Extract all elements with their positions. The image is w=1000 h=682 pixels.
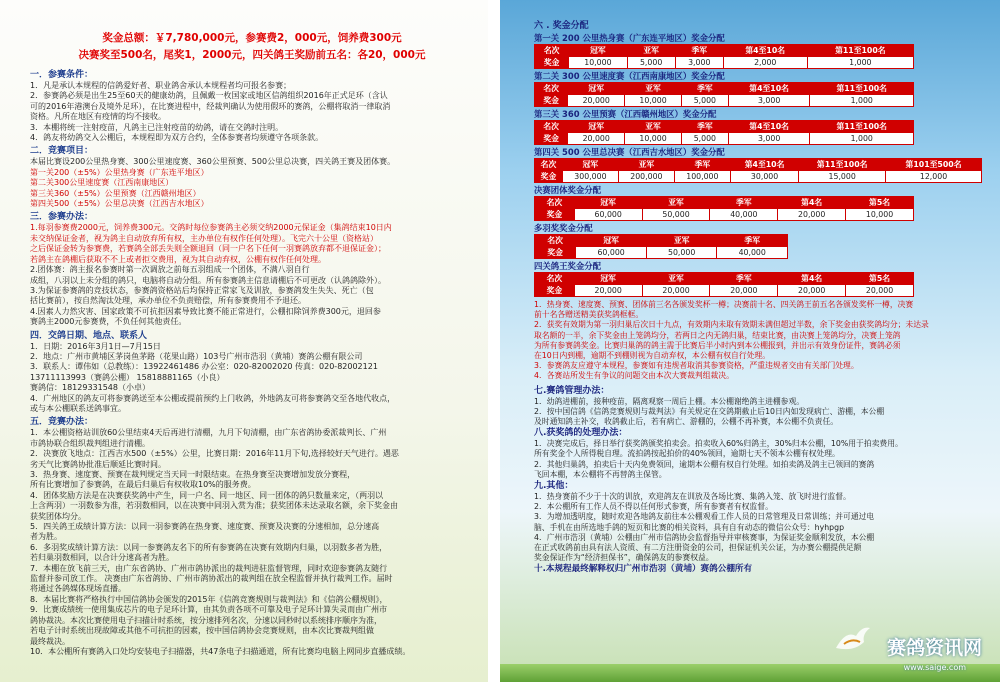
table-cell: 10,000 bbox=[625, 95, 682, 107]
prize-total-headline: 奖金总额：￥7,780,000元，参赛费2，000元，饲养费300元 bbox=[102, 32, 402, 44]
table-cell: 奖金 bbox=[535, 285, 575, 297]
text-line: 可的2016年港澳台及境外足环），在比赛进程中，经裁判确认为使用假环的赛鸽，公棚将取消一律取消 bbox=[30, 101, 391, 111]
table-6-title: 多羽奖奖金分配 bbox=[534, 223, 593, 233]
text-line: 获奖团体均分。 bbox=[30, 511, 86, 521]
left-page bbox=[0, 0, 488, 682]
text-line: 赛鸽信：18129331548（小卓） bbox=[30, 383, 150, 393]
text-line: 若电子计时系统出现故障或其他不可抗拒的因素，按中国信鸽协会竞赛规则，由本次比赛裁判组做 bbox=[30, 626, 374, 636]
text-line: 取名额的一半，余下奖金由上笼鸽均分，若两日之内无鸽归巢，结束比赛，由决赛上笼鸽均分，决赛上笼鸽 bbox=[534, 330, 901, 340]
table-cell: 12,000 bbox=[886, 171, 982, 183]
table-cell: 1,000 bbox=[810, 95, 914, 107]
text-line: 飞回本棚，本公棚将不再替鸽主保管。 bbox=[534, 469, 667, 479]
table-header-cell: 亚军 bbox=[625, 121, 682, 133]
table-header-cell: 冠军 bbox=[562, 159, 618, 171]
table-cell: 20,000 bbox=[710, 285, 778, 297]
table-header-cell: 冠军 bbox=[576, 235, 647, 247]
table-header-cell: 名次 bbox=[535, 45, 569, 57]
table-header-cell: 季军 bbox=[674, 159, 730, 171]
table-cell: 20,000 bbox=[574, 285, 642, 297]
table-header-cell: 季军 bbox=[681, 121, 728, 133]
table-header-cell: 季军 bbox=[710, 197, 778, 209]
section-8-body bbox=[534, 439, 986, 480]
table-header-cell: 季军 bbox=[710, 273, 778, 285]
text-line: 在正式收鸽前由具有法人资质、有二方注册资金的公司，担保证机关公证，为办赛公棚提供足额 bbox=[534, 543, 862, 553]
table-header-cell: 名次 bbox=[535, 197, 575, 209]
text-line: 1．决赛完成后，择日举行获奖鸽颁奖拍卖会。拍卖收入60%归鸽主，30%归本公棚，10%用于拍卖费用。 bbox=[534, 439, 903, 449]
text-line: 13711113993（赛鸽公棚） 15818881165（小良） bbox=[30, 372, 225, 382]
text-line: 将通过各鸽媒体现场直播。 bbox=[30, 584, 126, 594]
table-cell: 3,000 bbox=[728, 95, 810, 107]
prize-table-multi bbox=[534, 234, 788, 259]
text-line: 4.因素人力然灾害、国家政策不可抗拒因素导致比赛不能正常进行，公棚扣除饲养费300元，退回参 bbox=[30, 306, 381, 316]
prize-table-king bbox=[534, 272, 914, 297]
table-header-cell: 第11至100名 bbox=[810, 121, 914, 133]
prize-table-3 bbox=[534, 120, 914, 145]
table-cell: 10,000 bbox=[569, 57, 627, 69]
table-5-title: 决赛团体奖金分配 bbox=[534, 185, 601, 195]
text-line: 之后保证金转为参赛费，若赛鸽全部丢失则全额退回（同一户名下任何一羽赛鸽放弃都不退保证金）； bbox=[30, 244, 386, 254]
table-cell: 20,000 bbox=[568, 133, 625, 145]
table-header-cell: 冠军 bbox=[568, 121, 625, 133]
table-cell: 40,000 bbox=[717, 247, 788, 259]
text-line: 或与本公棚联系送鸽事宜。 bbox=[30, 403, 126, 413]
table-cell: 3,000 bbox=[728, 133, 810, 145]
text-line: 第二关300公里速度赛（江西南康地区） bbox=[30, 178, 174, 188]
table-header-cell: 亚军 bbox=[627, 45, 675, 57]
table-header-cell: 第11至100名 bbox=[810, 83, 914, 95]
prize-notes bbox=[534, 300, 986, 382]
table-cell: 60,000 bbox=[576, 247, 647, 259]
table-1-title: 第一关 200 公里热身赛（广东连平地区）奖金分配 bbox=[534, 33, 725, 43]
closing-statement: 十.本规程最终解释权归广州市浩羽（黄埔）赛鸽公棚所有 bbox=[534, 564, 753, 575]
section-2-intro: 本届比赛设200公里热身赛、300公里速度赛、360公里预赛、500公里总决赛，四关鸽王赛及团体赛。 bbox=[30, 157, 396, 167]
text-line: 3．热身赛、速度赛、预赛在裁判规定当天同一时限结束。在热身赛至决赛增加发放分赛程， bbox=[30, 470, 356, 479]
text-line: 监督并参司放工作。 决赛由广东省鸽协、广州市鸽协派出的裁判组在放全程监督并执行裁判工作。届时 bbox=[30, 574, 393, 584]
text-line: 劣天气比赛鸽协批准后顺延比赛时间。 bbox=[30, 459, 166, 469]
text-line: 在10日内到棚，逾期不到棚则视为自动弃权，本公棚有权自行处理。 bbox=[534, 351, 771, 361]
text-line: 资格。凡所在地区有疫情的均不接收。 bbox=[30, 112, 166, 122]
text-line: 成组，八羽以上未分组的鸽只，电脑将自动分组。所有参赛鸽主信息请棚后不可更改（认鸽鸽除外）。 bbox=[30, 275, 386, 285]
text-line: 为所有参赛鸽奖金。比赛归巢鸽的鸽主需于比赛后半小时内到本公棚报到，并出示有效身份证件，赛鸽必须 bbox=[534, 340, 901, 350]
text-line: 鸽协裁决。本次比赛使用电子扫描计时系统，按分速排列名次，分速以同秒时以系统排序顺序为准， bbox=[30, 615, 382, 625]
table-cell: 奖金 bbox=[535, 133, 568, 145]
text-line: 市鸽协联合组织裁判组进行清棚。 bbox=[30, 438, 150, 448]
section-7-body bbox=[534, 397, 986, 428]
section-2-title: 二．竞赛项目： bbox=[30, 146, 94, 157]
table-cell: 20,000 bbox=[642, 285, 710, 297]
table-cell: 奖金 bbox=[535, 247, 576, 259]
table-header-cell: 名次 bbox=[535, 235, 576, 247]
section-2-items bbox=[30, 168, 474, 210]
section-5-body bbox=[30, 428, 474, 657]
text-line: 1．热身赛前不少于十次的训放，欢迎鸽友在训放及各场比赛、集鸽入笼、放飞时进行监督。 bbox=[534, 492, 851, 502]
text-line: 第四关500（±5%）公里总决赛（江西吉水地区） bbox=[30, 199, 209, 209]
table-header-cell: 亚军 bbox=[642, 273, 710, 285]
section-8-title: 八.获奖鸽的处理办法： bbox=[534, 428, 628, 439]
text-line: 4．广州地区的鸽友可将参赛鸽送至本公棚或提前预约上门收鸽，外地鸽友可将参赛鸽交至各地代收点， bbox=[30, 393, 396, 403]
text-line: 第三关360（±5%）公里预赛（江西赣州地区） bbox=[30, 188, 201, 198]
text-line: 若归巢羽数相同，以合计分速高者为胜。 bbox=[30, 553, 174, 563]
text-line: 2．其他归巢鸽，拍卖后十天内免费领回，逾期本公棚有权自行处理。如拍卖鸽及鸽主已领回的赛鸽 bbox=[534, 459, 875, 469]
table-cell: 5,000 bbox=[681, 95, 728, 107]
section-3-title: 三．参赛办法： bbox=[30, 212, 94, 223]
table-header-cell: 季军 bbox=[681, 83, 728, 95]
text-line: 上含两羽）一羽数参为准，若羽数相同，以在决赛中同羽入赏为准；获奖团体未达录取名额，余下奖金由 bbox=[30, 501, 398, 511]
table-header-cell: 冠军 bbox=[574, 273, 642, 285]
table-header-cell: 第4至10名 bbox=[728, 121, 810, 133]
table-cell: 1,000 bbox=[807, 57, 913, 69]
text-line: 4．各赛站所发生有争议的问题交由本次大赛裁判组裁决。 bbox=[534, 371, 734, 381]
table-cell: 5,000 bbox=[627, 57, 675, 69]
text-line: 2．地点：广州市黄埔区茅岗鱼茅路（花果山路）103号广州市浩羽（黄埔）赛鸽公棚有限公司 bbox=[30, 351, 363, 361]
table-header-cell: 季军 bbox=[675, 45, 723, 57]
section-9-body bbox=[534, 492, 986, 563]
table-4-title: 第四关 500 公里总决赛（江西吉水地区）奖金分配 bbox=[534, 147, 725, 157]
prize-final-headline: 决赛奖至500名，尾奖1，2000元，四关鸽王奖励前五名：各20，000元 bbox=[78, 49, 426, 61]
text-line: 2．决赛放飞地点：江西吉水500（±5%）公里，比赛日期：2016年11月下旬,选择较好天气进行。遇恶 bbox=[30, 449, 399, 459]
section-6-title: 六 . 奖金分配 bbox=[534, 21, 589, 31]
table-cell: 1,000 bbox=[810, 133, 914, 145]
section-3-body bbox=[30, 265, 474, 327]
table-cell: 20,000 bbox=[568, 95, 625, 107]
table-cell: 10,000 bbox=[846, 209, 914, 221]
watermark-text: 赛鸽资讯网 bbox=[886, 638, 982, 659]
table-header-cell: 冠军 bbox=[569, 45, 627, 57]
text-line: 1．凡是承认本规程的信鸽爱好者、职业鸽舍承认本规程者均可报名参赛； bbox=[30, 81, 292, 90]
table-cell: 20,000 bbox=[846, 285, 914, 297]
prize-table-1 bbox=[534, 44, 914, 69]
section-5-title: 五．竞赛办法： bbox=[30, 417, 94, 428]
text-line: 2．获奖有效期为第一羽归巢后次日十九点，有效期内未取有效期未满但超过半数，余下奖金由获奖鸽均分；未达录 bbox=[534, 320, 929, 330]
section-3-red bbox=[30, 223, 474, 265]
section-9-title: 九.其他： bbox=[534, 481, 574, 492]
text-line: 所有奖金个人所得税自理。流拍鸽按起拍价的40%领回，逾期七天不领本公棚有权处理。 bbox=[534, 449, 840, 459]
table-cell: 50,000 bbox=[642, 209, 710, 221]
table-header-cell: 名次 bbox=[535, 83, 568, 95]
text-line: 1．日期：2016年3月1日—7月15日 bbox=[30, 341, 161, 351]
text-line: 8．本届比赛将严格执行中国信鸽协会颁发的2015年《信鸽竞赛规则与裁判法》和《信鸽公棚规则》， bbox=[30, 594, 388, 604]
watermark-url: www.saige.com bbox=[903, 663, 966, 672]
text-line: 3．参赛鸽友应遵守本规程，参赛如有违规者取消其参赛资格，严重违规者交由有关部门处理。 bbox=[534, 361, 859, 371]
text-line: 2.团体赛：鸽主报名参赛时第一次调放之前每五羽组成一个团体，不满八羽自行 bbox=[30, 265, 310, 275]
table-header-cell: 亚军 bbox=[646, 235, 717, 247]
table-7-title: 四关鸽王奖金分配 bbox=[534, 261, 601, 271]
table-cell: 10,000 bbox=[625, 133, 682, 145]
section-4-body bbox=[30, 342, 474, 415]
text-line: 2．按中国信鸽《信鸽竞赛规则与裁判法》有关规定在交鸽期截止后10日内如发现病亡、游棚，本公棚 bbox=[534, 406, 885, 416]
table-2-title: 第二关 300 公里速度赛（江西南康地区）奖金分配 bbox=[534, 71, 725, 81]
table-header-cell: 亚军 bbox=[618, 159, 674, 171]
text-line: 4．广州市浩羽（黄埔）公棚由广州市信鸽协会监督指导并审核赛事，为保证奖金顺利发放，本公棚 bbox=[534, 532, 875, 542]
text-line: 7．本棚在放飞前三天，由广东省鸽协、广州市鸽协派出的裁判进驻监督管理，同时欢迎参赛鸽友随行 bbox=[30, 563, 388, 573]
text-line: 6．多羽奖成绩计算方法：以同一参赛鸽友名下的所有参赛鸽在决赛有效期内归巢，以羽数多者为胜， bbox=[30, 542, 388, 552]
text-line: 及时通知鸽主补交，收鸽截止后，若有病亡、游棚的，公棚不再补赛，本公棚不负责任。 bbox=[534, 417, 839, 427]
table-cell: 50,000 bbox=[646, 247, 717, 259]
text-line: 1．幼鸽进棚前，接种疫苗，隔离观察一周后上棚。本公棚谢绝鸽主进棚参观。 bbox=[534, 396, 805, 406]
text-line: 括比赛前），按自然淘汰处理，承办单位不负责赔偿，所有参赛费用不予退还。 bbox=[30, 296, 306, 306]
text-line: 9．比赛成绩统一使用集成芯片的电子足环计算，由其负责各项不可靠及电子足环计算失灵而由广州市 bbox=[30, 605, 388, 615]
table-cell: 5,000 bbox=[681, 133, 728, 145]
text-line: 3．本棚将统一注射疫苗，凡鸽主已注射疫苗的幼鸽，请在交鸽时注明。 bbox=[30, 122, 284, 132]
table-header-cell: 亚军 bbox=[625, 83, 682, 95]
text-line: 3．为增加透明度，随时欢迎各地鸽友前往本公棚观看工作人员的日常管理及日常训练；并可通过电 bbox=[534, 512, 875, 522]
table-header-cell: 名次 bbox=[535, 273, 575, 285]
section-4-title: 四．交鸽日期、地点、联系人 bbox=[30, 330, 148, 341]
text-line: 1.每羽参赛费2000元，饲养费300元。交鸽时每位参赛鸽主必须交纳2000元保证金（集鸽结束10日内 bbox=[30, 223, 392, 233]
table-header-cell: 第11至100名 bbox=[807, 45, 913, 57]
text-line: 前十名各赠送精美获奖鸽框框。 bbox=[534, 310, 644, 320]
text-line: 若鸽主在鸽棚后获取不不上或者拒交费用，视为其自动弃权，公棚有权作任何处理。 bbox=[30, 254, 326, 264]
page-gutter bbox=[488, 0, 500, 682]
table-header-cell: 名次 bbox=[535, 159, 563, 171]
text-line: 4．鸽友将幼鸽交入公棚后，本规程即为双方合约，全体参赛者均须遵守各项条款。 bbox=[30, 133, 324, 143]
prize-table-2 bbox=[534, 82, 914, 107]
table-cell: 奖金 bbox=[535, 209, 575, 221]
text-line: 者为胜。 bbox=[30, 532, 62, 542]
table-header-cell: 第5名 bbox=[846, 273, 914, 285]
table-cell: 3,000 bbox=[675, 57, 723, 69]
table-header-cell: 冠军 bbox=[568, 83, 625, 95]
table-header-cell: 亚军 bbox=[642, 197, 710, 209]
table-cell: 20,000 bbox=[778, 209, 846, 221]
text-line: 所有比赛增加了参赛鸽，在最后归巢后有权收取10%的服务费。 bbox=[30, 480, 256, 490]
table-header-cell: 第11至100名 bbox=[799, 159, 886, 171]
text-line: 脑、手机在由所选地手鸽的短页和比赛的相关资料，具有自有动态的微信公众号：hyhpgp bbox=[534, 522, 845, 532]
table-3-title: 第三关 360 公里预赛（江西赣州地区）奖金分配 bbox=[534, 109, 717, 119]
table-cell: 20,000 bbox=[778, 285, 846, 297]
table-cell: 200,000 bbox=[618, 171, 674, 183]
right-page bbox=[500, 0, 1000, 682]
table-header-cell: 第4至10名 bbox=[730, 159, 798, 171]
prize-table-team bbox=[534, 196, 914, 221]
section-1-body bbox=[30, 81, 474, 143]
table-header-cell: 第4名 bbox=[778, 273, 846, 285]
table-header-cell: 第4至10名 bbox=[723, 45, 807, 57]
text-line: 奖金保证作为“经济担保书”，确保鸽友的参赛权益。 bbox=[534, 553, 714, 563]
table-header-cell: 第4名 bbox=[778, 197, 846, 209]
table-cell: 100,000 bbox=[674, 171, 730, 183]
text-line: 最终裁决。 bbox=[30, 636, 70, 646]
text-line: 4．团体奖励方法是在决赛获奖鸽中产生，同一户名、同一地区、同一团体的鸽只数量来定，（两羽以 bbox=[30, 490, 384, 500]
text-line: 10．本公棚所有赛鸽入口处均安装电子扫描器，共47条电子扫描通道，所有比赛均电脑上网同步直播成绩。 bbox=[30, 646, 411, 656]
table-cell: 奖金 bbox=[535, 171, 563, 183]
text-line: 赛鸽主2000元参赛费，不负任何其他责任。 bbox=[30, 317, 187, 327]
section-1-title: 一．参赛条件： bbox=[30, 70, 94, 80]
text-line: 1．热身赛、速度赛、预赛、团体前三名各颁发奖杯一樽；决赛前十名、四关鸽王前五名各颁发奖杯一樽，决赛 bbox=[534, 300, 914, 309]
table-cell: 40,000 bbox=[710, 209, 778, 221]
table-cell: 30,000 bbox=[730, 171, 798, 183]
table-cell: 2,000 bbox=[723, 57, 807, 69]
text-line: 3．联系人：谭伟如（总教练）：13922461486 办公室：020-82002020 传真：020-82002121 bbox=[30, 362, 378, 372]
table-header-cell: 第101至500名 bbox=[886, 159, 982, 171]
table-cell: 奖金 bbox=[535, 95, 568, 107]
table-cell: 15,000 bbox=[799, 171, 886, 183]
table-cell: 300,000 bbox=[562, 171, 618, 183]
table-cell: 60,000 bbox=[574, 209, 642, 221]
text-line: 第一关200（±5%）公里热身赛（广东连平地区） bbox=[30, 167, 209, 177]
text-line: 3.为保证参赛鸽的竞技状态，参赛鸽资格站后均保持正常家飞及训放，参赛鸽发生失失、死亡（包 bbox=[30, 285, 374, 295]
text-line: 2．参赛鸽必须是出生25至60天的健康幼鸽，且佩戴一枚国家或地区信鸽组织2016年正式足环（含认 bbox=[30, 91, 388, 101]
table-header-cell: 第5名 bbox=[846, 197, 914, 209]
text-line: 5．四关鸽王成绩计算方法：以同一羽参赛鸽在热身赛、速度赛、预赛及决赛的分速相加，总分速高 bbox=[30, 522, 380, 532]
table-header-cell: 第4至10名 bbox=[728, 83, 810, 95]
table-cell: 奖金 bbox=[535, 57, 569, 69]
prize-table-4 bbox=[534, 158, 982, 183]
text-line: 未交纳保证金者，视为鸽主自动放弃所有权，主办单位有权作任何处理）。飞完六十公里（资格站） bbox=[30, 233, 378, 243]
section-7-title: 七.赛鸽管理办法： bbox=[534, 385, 610, 396]
table-header-cell: 名次 bbox=[535, 121, 568, 133]
text-line: 2．本公棚所有工作人员不得以任何形式参赛，所有参赛者有权监督。 bbox=[534, 502, 773, 512]
table-header-cell: 季军 bbox=[717, 235, 788, 247]
text-line: 1．本公棚资格站训放60公里结束4天后再进行清棚，九月下旬清棚，由广东省鸽协委派裁判长、广州 bbox=[30, 428, 387, 438]
table-header-cell: 冠军 bbox=[574, 197, 642, 209]
pigeon-logo-icon bbox=[832, 622, 872, 656]
